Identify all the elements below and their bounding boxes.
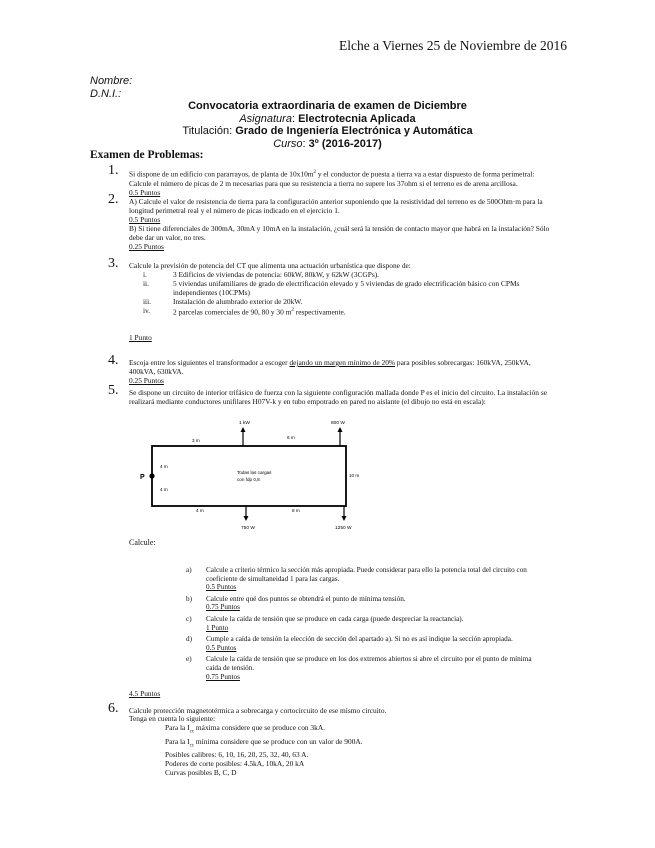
sub-question-e: e) Calcule la caída de tensión que se produce en los dos extremos abiertos si abre el circuito por el punto de mínima caída de tensión. 0.75 Puntos: [186, 655, 546, 681]
list-item: iv. 2 parcelas comerciales de 90, 80 y 30 $m^2$ respectivamente.: [143, 306, 346, 317]
question-text: Calcule protección magnetotérmica a sobrecarga y cortocircuito de ese mismo circuito.: [129, 706, 387, 715]
list-item: ii. 5 viviendas unifamiliares de grado de electrificación elevado y 5 viviendas de grado electrificación básico con CPMs independientes (10CPMs): [143, 279, 520, 298]
sub-questions: [186, 566, 546, 684]
arrow-head-icon: [244, 516, 249, 521]
detail-line: Poderes de corte posibles: 4.5kA, 10kA, 20 kA: [165, 759, 305, 769]
question-points: 0.25 Puntos: [129, 242, 164, 252]
list-item: iii. Instalación de alumbrado exterior de 20kW.: [143, 297, 303, 307]
nombre-label: Nombre:: [90, 75, 133, 87]
detail-line: Posibles calibres: 6, 10, 16, 20, 25, 32, 40, 63 A.: [165, 750, 309, 760]
question-text: Escoja entre los siguientes el transformador a escoger dejando un margen mínimo de 20% para posibles sobrecargas: 160kVA, 250kVA, 400kVA, 630kVA. 0.25 Puntos: [129, 358, 554, 385]
question-6-details: [129, 714, 363, 778]
segment-label-top-1: 3 m: [192, 438, 200, 443]
facility-list: [129, 270, 554, 317]
origin-point: [149, 473, 154, 478]
question-number: 2.: [108, 192, 119, 207]
sub-question-a: a) Calcule a criterio térmico la sección más apropiada. Puede considerar para ello la potencia total del circuito con coeficiente de simultaneidad 1 para las cargas. 0.5 Puntos: [186, 566, 546, 592]
segment-label-bottom-2: 8 m: [292, 508, 300, 513]
question-text: Si dispone de un edificio con pararrayos, de planta de $10x10m^2$ y el conductor de puesta a tierra va a estar dispuesto de forma perimetral: Calcule el número de picas de 2 m necesarias para que su resistencia a tierra no supere los 37ohm si el terreno es de arena arcillosa. 0.5 Puntos: [129, 168, 554, 197]
segment-label-top-2: 6 m: [287, 435, 295, 440]
question-number: 5.: [108, 383, 119, 398]
sub-question-b: b) Calcule entre qué dos puntos se obtendrá el punto de mínima tensión. 0.75 Puntos: [186, 595, 546, 612]
dni-label: D.N.I.:: [90, 88, 122, 100]
sub-question-d: d) Cumple a caída de tensión la elección de sección del apartado a). Si no es así indique la sección apropiada. 0.5 Puntos: [186, 635, 546, 652]
question-text: Calcule la previsión de potencia del CT que alimenta una actuación urbanística que dispone de: i. 3 Edificios de viviendas de potencia: 60kW, 80kW, y 62kW (3CGPs). ii. 5 viviendas unifamiliares de grado de electrificación elevado y 5 viviendas de grado electrificación básico con CPMs independientes (10CPMs) iii. Instalación de alumbrado exterior de 20kW. iv. 2 parcelas comerciales de 90, 80 y 30 $m^2$ respectivamente.: [129, 261, 554, 317]
convocatoria-title: Convocatoria extraordinaria de examen de Diciembre: [188, 100, 467, 112]
sub-question-points: 0.5 Puntos: [206, 643, 237, 652]
diagram-note-line-2: con fdp 0,8: [237, 477, 260, 482]
date-line: Elche a Viernes 25 de Noviembre de 2016: [339, 38, 567, 53]
sub-question-c: c) Calcule la caída de tensión que se produce en cada carga (puede despreciar la reactancia). 1 Punto: [186, 615, 546, 632]
detail-line: Curvas posibles B, C, D: [165, 768, 237, 778]
load-label-bottom-2: 1250 W: [335, 526, 352, 531]
diagram-note-line-1: Todas las cargas: [237, 470, 272, 475]
question-points: 0.25 Puntos: [129, 376, 164, 386]
question-number: 6.: [108, 701, 119, 716]
titulacion-line: Titulación: Grado de Ingeniería Electrónica y Automática: [182, 125, 473, 138]
exam-titles: [90, 100, 565, 150]
question-points: 1 Punto: [129, 333, 152, 342]
question-text: A) Calcule el valor de resistencia de tierra para la configuración anterior suponiendo que la resistividad del terreno es de 500Ohm·m para la longitud perimetral real y el número de picas indicado en el ejercicio 1. 0.5 Puntos B) Si tiene diferenciales de 300mA, 30mA y 10mA en la instalación, ¿cuál será la tensión de contacto mayor que habrá en la instalación? Sólo debe dar un valor, no tres. 0.25 Puntos: [129, 197, 554, 252]
question-text: Se dispone un circuito de interior trifásico de fuerza con la siguiente configuración mallada donde P es el inicio del circuito. La instalación se realizará mediante conductores unifilares H07V-k y en tubo empotrado en pared no aislante (el dibujo no está en escala):: [129, 388, 547, 407]
circuit-loop: [152, 446, 346, 506]
tenga-line: Tenga en cuenta lo siguiente:: [129, 714, 216, 723]
calcule-label: Calcule:: [129, 538, 156, 547]
question-number: 3.: [108, 256, 119, 271]
origin-label: P: [140, 474, 145, 481]
circuit-diagram: [120, 415, 390, 537]
sub-question-points: 1 Punto: [206, 623, 229, 632]
list-item: i. 3 Edificios de viviendas de potencia: 60kW, 80kW, y 62kW (3CGPs).: [143, 270, 380, 280]
question-5-total-points: 4.5 Puntos: [129, 689, 161, 698]
load-label-top-2: 800 W: [331, 421, 345, 426]
sub-question-points: 0.75 Puntos: [206, 603, 240, 612]
exam-heading: Examen de Problemas:: [90, 149, 204, 161]
detail-line: Para la $I_{cc}$ mínima considere que se produce con un valor de 900A.: [165, 736, 363, 749]
question-number: 1.: [108, 163, 119, 178]
arrow-head-icon: [241, 427, 246, 432]
arrow-head-icon: [342, 516, 347, 521]
student-fields: [90, 75, 132, 101]
segment-label-bottom-1: 4 m: [196, 508, 204, 513]
sub-question-points: 0.75 Puntos: [206, 672, 240, 681]
arrow-head-icon: [338, 427, 343, 432]
question-points-wrap: [129, 333, 554, 342]
segment-label-left-down: 4 m: [160, 487, 168, 492]
detail-line: Para la $I_{cc}$ máxima considere que se produce con 3kA.: [165, 723, 326, 735]
curso-line: Curso: 3º (2016-2017): [273, 137, 382, 150]
segment-label-right: 10 m: [349, 473, 360, 478]
load-label-top-1: 1 kW: [239, 421, 250, 426]
question-number: 4.: [108, 353, 119, 368]
load-label-bottom-1: 750 W: [241, 526, 255, 531]
asignatura-line: Asignatura: Electrotecnia Aplicada: [239, 112, 416, 125]
segment-label-left-up: 4 m: [160, 464, 168, 469]
sub-question-points: 0.5 Puntos: [206, 583, 237, 592]
question-points: 0.5 Puntos: [129, 215, 161, 225]
question-points: 0.5 Puntos: [129, 187, 161, 197]
